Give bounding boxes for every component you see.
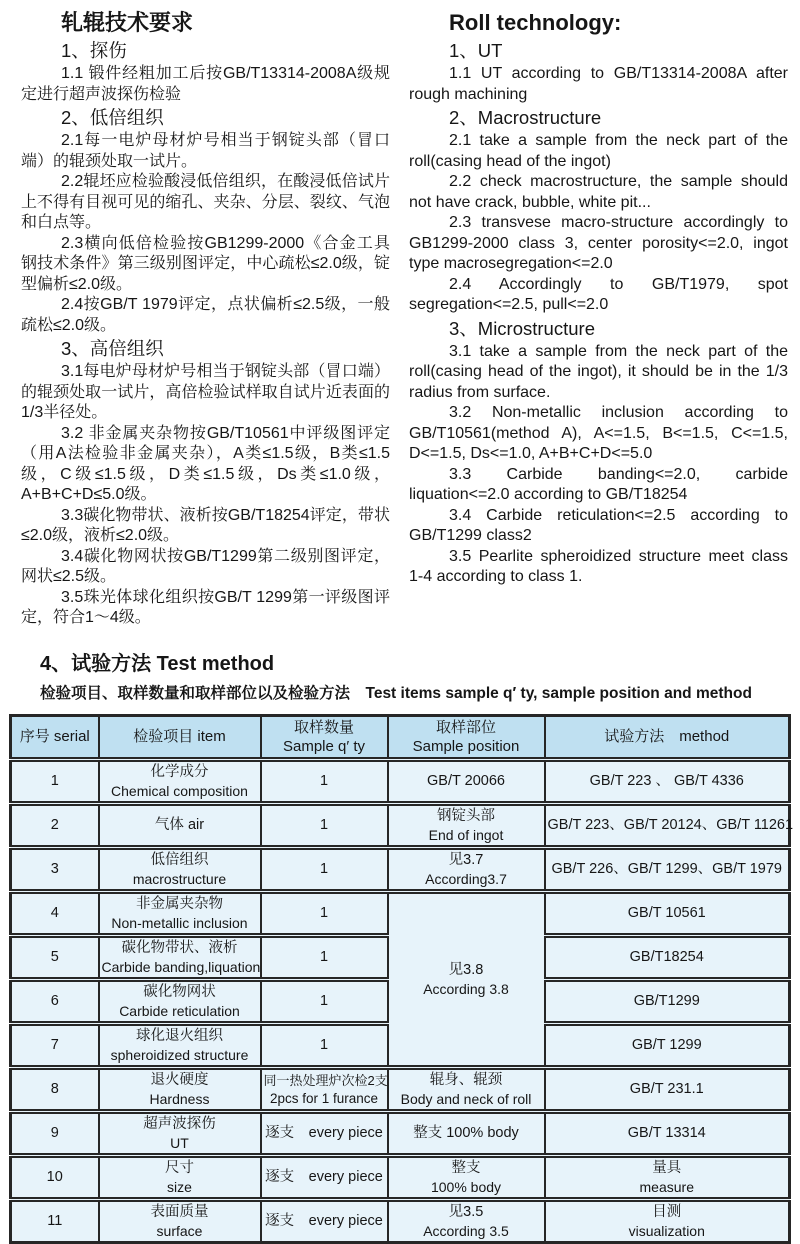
section-heading: 3、高倍组织 [61, 338, 164, 359]
requirement-paragraph: 3.4碳化物网状按GB/T1299第二级别图评定，网状≤2.5级。 [21, 547, 390, 585]
header-item: 检验项目 item [99, 715, 261, 759]
cell-serial: 1 [11, 759, 99, 803]
table-row [11, 1199, 790, 1242]
test-method-subtitle: 检验项目、取样数量和取样部位以及检验方法 Test items sample q′ ty, sample position and method [40, 684, 752, 702]
cell-method: GB/T 10561 [545, 891, 790, 935]
cell-serial: 3 [11, 847, 99, 891]
cell-method: GB/T 13314 [545, 1111, 790, 1155]
requirement-paragraph: 1.1 锻件经粗加工后按GB/T13314-2008A级规定进行超声波探伤检验 [21, 65, 390, 103]
cell-item: 化学成分 Chemical composition [99, 759, 261, 803]
cell-qty: 逐支 every piece [261, 1199, 388, 1242]
cell-position-merged: 见3.8 According 3.8 [388, 891, 545, 1067]
table-row [11, 1067, 790, 1111]
cell-method: 量具 measure [545, 1155, 790, 1199]
test-method-table [9, 714, 794, 1244]
cell-item: 超声波探伤 UT [99, 1111, 261, 1155]
requirement-paragraph: 3.4 Carbide reticulation<=2.5 according to GB/T1299 class2 [409, 506, 788, 544]
cell-position: GB/T 20066 [388, 759, 545, 803]
header-sample-position: 取样部位 Sample position [388, 715, 545, 759]
cell-qty: 1 [261, 1023, 388, 1067]
cell-serial: 8 [11, 1067, 99, 1111]
cell-item: 表面质量 surface [99, 1199, 261, 1242]
cell-item: 低倍组织 macrostructure [99, 847, 261, 891]
english-requirements-column [409, 8, 788, 629]
cell-position: 辊身、辊颈 Body and neck of roll [388, 1067, 545, 1111]
requirement-paragraph: 3.5珠光体球化组织按GB/T 1299第一评级图评定，符合1～4级。 [21, 588, 390, 626]
cell-qty: 1 [261, 803, 388, 847]
requirement-paragraph: 3.2 Non-metallic inclusion according to GB/T10561(method A), A<=1.5, B<=1.5, C<=1.5, D<=1.5, Ds<=1.0, A+B+C+D<=5.0 [409, 404, 788, 462]
cell-position: 见3.5 According 3.5 [388, 1199, 545, 1242]
cell-item: 球化退火组织 spheroidized structure [99, 1023, 261, 1067]
header-method: 试验方法 method [545, 715, 790, 759]
table-header [11, 715, 790, 759]
cell-qty: 1 [261, 759, 388, 803]
cell-serial: 6 [11, 979, 99, 1023]
requirement-paragraph: 2.2辊坯应检验酸浸低倍组织，在酸浸低倍试片上不得有目视可见的缩孔、夹杂、分层、裂纹、气泡和白点等。 [21, 173, 390, 231]
cell-position: 整支 100% body [388, 1155, 545, 1199]
cell-serial: 7 [11, 1023, 99, 1067]
chinese-requirements-column [21, 8, 390, 629]
cell-serial: 10 [11, 1155, 99, 1199]
cell-item: 非金属夹杂物 Non-metallic inclusion [99, 891, 261, 935]
table-row [11, 803, 790, 847]
table-row [11, 891, 790, 935]
cell-qty: 1 [261, 935, 388, 979]
table-row [11, 847, 790, 891]
section-heading: 1、UT [449, 40, 503, 61]
header-sample-qty: 取样数量 Sample q′ ty [261, 715, 388, 759]
cell-position: 整支 100% body [388, 1111, 545, 1155]
section-heading: 2、低倍组织 [61, 107, 164, 128]
cell-method: 目测 visualization [545, 1199, 790, 1242]
requirement-paragraph: 2.3横向低倍检验按GB1299-2000《合金工具钢技术条件》第三级别图评定，中心疏松≤2.0级，锭型偏析≤2.0级。 [21, 234, 390, 293]
requirement-paragraph: 1.1 UT according to GB/T13314-2008A after rough machining [409, 65, 788, 103]
requirement-paragraph: 3.1 take a sample from the neck part of the roll(casing head of the ingot), it should be in the 1/3 radius from surface. [409, 342, 788, 401]
cell-qty: 1 [261, 979, 388, 1023]
cell-qty: 1 [261, 891, 388, 935]
cell-item: 气体 air [99, 803, 261, 847]
cell-qty: 同一热处理炉次检2支 2pcs for 1 furance [261, 1067, 388, 1111]
table-header-row [11, 715, 790, 759]
cell-item: 尺寸 size [99, 1155, 261, 1199]
requirement-paragraph: 3.3碳化物带状、液析按GB/T18254评定，带状≤2.0级，液析≤2.0级。 [21, 506, 390, 544]
cell-item: 退火硬度 Hardness [99, 1067, 261, 1111]
cell-method: GB/T 223、GB/T 20124、GB/T 11261 [545, 803, 790, 847]
test-method-section-title: 4、试验方法 Test method [40, 652, 275, 675]
english-title: Roll technology: [449, 10, 622, 35]
requirement-paragraph: 2.2 check macrostructure, the sample should not have crack, bubble, white pit... [409, 173, 788, 211]
cell-method: GB/T 1299 [545, 1023, 790, 1067]
section-heading: 1、探伤 [61, 40, 127, 61]
cell-method: GB/T18254 [545, 935, 790, 979]
section-heading: 2、Macrostructure [449, 107, 602, 128]
requirement-paragraph: 2.1每一电炉母材炉号相当于钢锭头部（冒口端）的辊颈处取一试片。 [21, 132, 390, 170]
cell-position: 见3.7 According3.7 [388, 847, 545, 891]
table-row [11, 1155, 790, 1199]
section-heading: 3、Microstructure [449, 317, 595, 339]
table-row [11, 1111, 790, 1155]
table-row [11, 759, 790, 803]
cell-serial: 5 [11, 935, 99, 979]
chinese-title: 轧辊技术要求 [61, 10, 194, 35]
header-serial: 序号 serial [11, 715, 99, 759]
requirement-paragraph: 3.2 非金属夹杂物按GB/T10561中评级图评定（用A法检验非金属夹杂），A类≤1.5级，B类≤1.5级，C级≤1.5级，D类≤1.5级，Ds类≤1.0级，A+B+C+D≤5.0级。 [21, 424, 390, 503]
cell-qty: 逐支 every piece [261, 1111, 388, 1155]
cell-serial: 9 [11, 1111, 99, 1155]
cell-item: 碳化物带状、液析 Carbide banding,liquation [99, 935, 261, 979]
cell-serial: 2 [11, 803, 99, 847]
cell-qty: 逐支 every piece [261, 1155, 388, 1199]
cell-serial: 4 [11, 891, 99, 935]
cell-serial: 11 [11, 1199, 99, 1242]
cell-item: 碳化物网状 Carbide reticulation [99, 979, 261, 1023]
cell-method: GB/T1299 [545, 979, 790, 1023]
requirement-paragraph: 3.3 Carbide banding<=2.0, carbide liquation<=2.0 according to GB/T18254 [409, 465, 788, 503]
cell-qty: 1 [261, 847, 388, 891]
requirement-paragraph: 2.3 transvese macro-structure accordingly to GB1299-2000 class 3, center porosity<=2.0, ingot type macrosegregation<=2.0 [409, 214, 788, 272]
requirement-paragraph: 3.5 Pearlite spheroidized structure meet class 1-4 according to class 1. [409, 547, 788, 585]
cell-position: 钢锭头部 End of ingot [388, 803, 545, 847]
cell-method: GB/T 226、GB/T 1299、GB/T 1979 [545, 847, 790, 891]
cell-method: GB/T 223 、 GB/T 4336 [545, 759, 790, 803]
table-body [11, 759, 794, 1242]
requirement-paragraph: 2.1 take a sample from the neck part of the roll(casing head of the ingot) [409, 132, 788, 170]
requirement-paragraph: 2.4 Accordingly to GB/T1979, spot segregation<=2.5, pull<=2.0 [409, 275, 788, 313]
requirement-paragraph: 3.1每电炉母材炉号相当于钢锭头部（冒口端）的辊颈处取一试片，高倍检验试样取自试片近表面的1/3半径处。 [21, 363, 390, 421]
cell-method: GB/T 231.1 [545, 1067, 790, 1111]
requirement-paragraph: 2.4按GB/T 1979评定，点状偏析≤2.5级，一般疏松≤2.0级。 [21, 296, 390, 334]
